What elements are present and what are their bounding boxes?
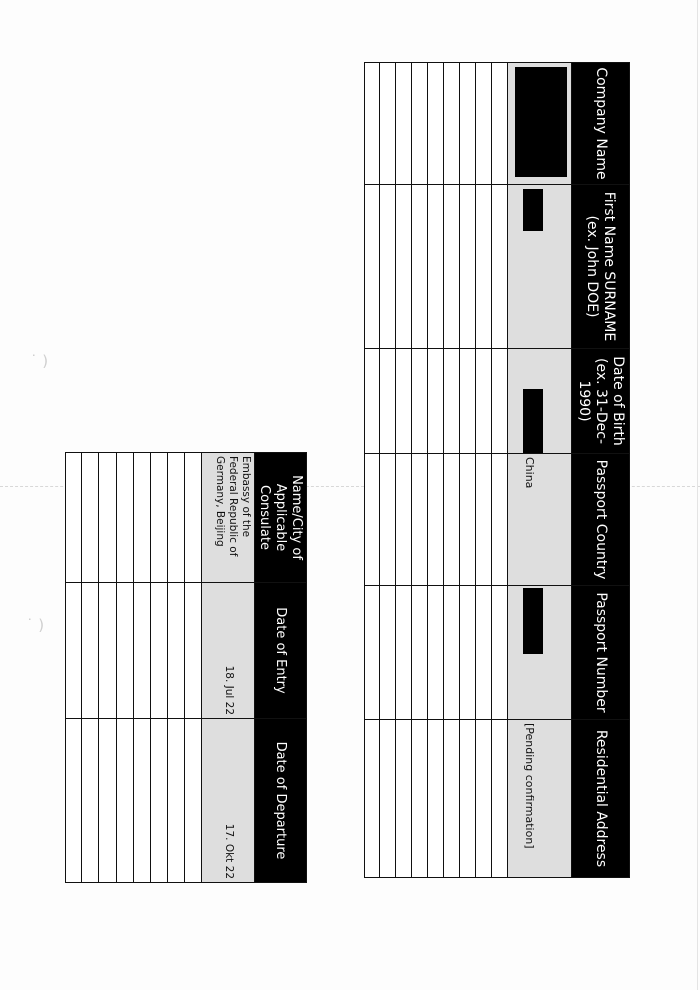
header-date-of-entry: Date of Entry [255,583,307,719]
full-name-cell [508,185,572,349]
table-row [202,453,255,883]
header-date-of-departure: Date of Departure [255,719,307,883]
table-row [492,63,508,878]
company-cell [508,63,572,185]
scan-edge-line [697,0,698,990]
passport-number-cell [508,586,572,720]
consulate-cell: Embassy of the Federal Republic of Germany, Beijing [202,453,255,583]
header-company-name: Company Name [572,63,630,185]
table-row [396,63,412,878]
table-row [444,63,460,878]
date-of-birth-cell [508,349,572,454]
consulate-table [65,452,307,883]
hole-punch-mark: ˙ ) [30,352,49,370]
date-of-departure-cell: 17. Okt 22 [202,719,255,883]
header-full-name: First Name SURNAME (ex. John DOE) [572,185,630,349]
table-row [150,453,167,883]
table-row [168,453,185,883]
applicant-table [364,62,630,878]
header-passport-number: Passport Number [572,586,630,720]
header-consulate: Name/City of Applicable Consulate [255,453,307,583]
table-row [428,63,444,878]
redaction-block [523,588,543,654]
date-of-entry-cell: 18. Jul 22 [202,583,255,719]
table-row [185,453,202,883]
passport-country-cell: China [508,454,572,586]
table-row [66,453,82,883]
table-row [116,453,133,883]
table-row [460,63,476,878]
table-row [133,453,150,883]
hole-punch-mark: ˙ ) [26,616,45,634]
header-passport-country: Passport Country [572,454,630,586]
redaction-block [523,189,543,231]
header-date-of-birth: Date of Birth (ex. 31-Dec- 1990) [572,349,630,454]
redaction-block [515,67,567,177]
table-row [365,63,380,878]
table-row [99,453,116,883]
table-row [508,63,572,878]
table-row [476,63,492,878]
redaction-block [523,389,543,453]
table-row [82,453,99,883]
table-row [412,63,428,878]
header-residential-address: Residential Address [572,720,630,878]
residential-address-cell: [Pending confirmation] [508,720,572,878]
table-row [380,63,396,878]
